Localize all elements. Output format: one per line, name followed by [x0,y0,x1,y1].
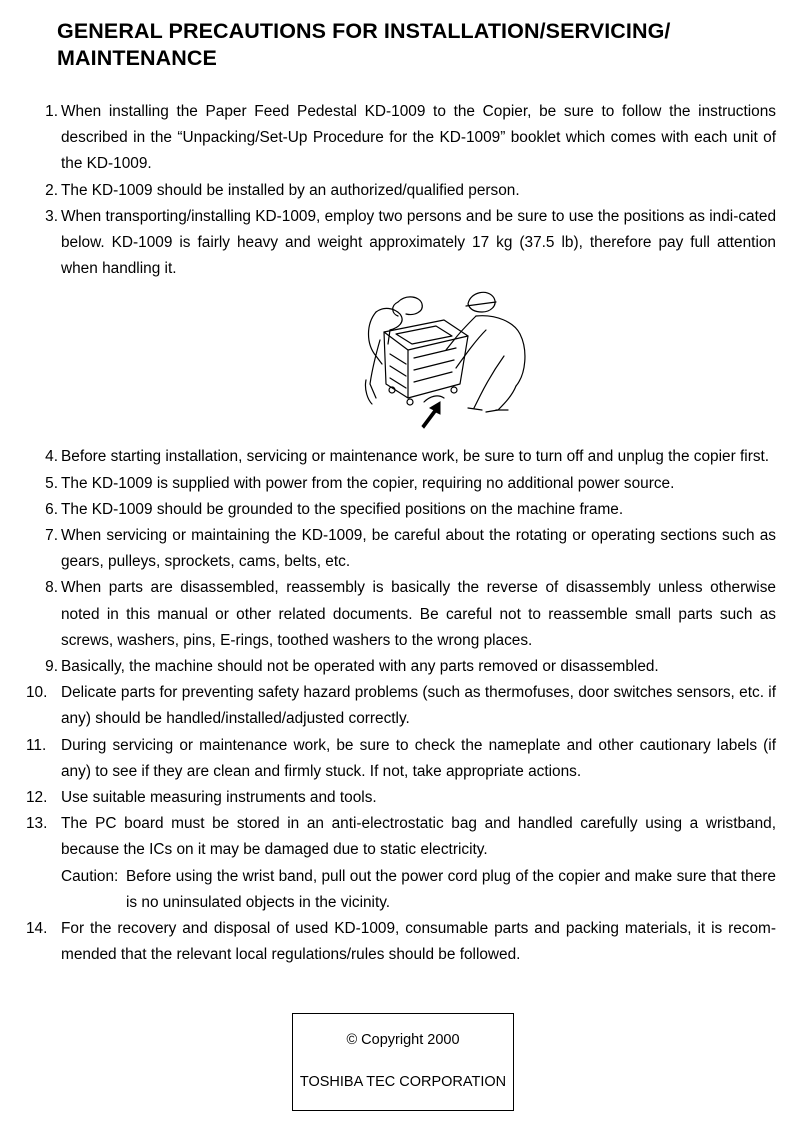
list-item [26,444,776,470]
item-number: 9. [45,658,58,676]
item-number: 6. [45,500,58,518]
item-number: 14. [26,920,48,938]
item-text: The PC board must be stored in an anti-electrostatic bag and handled carefully using a wristband, because the ICs on it may be damaged due to static electricity. [61,815,776,859]
item-number: 3. [45,207,58,225]
item-text: When parts are disassembled, reassembly is basically the reverse of disassembly unless otherwise noted in this manual or other related documents. Be careful not to reassemble small parts such as screws, washers, pins, E-rings, toothed washers to the wrong places. [61,579,776,649]
list-item [26,471,776,497]
copyright-notice: © Copyright 2000 [346,1032,460,1048]
list-item [26,99,776,178]
item-text: Before starting installation, servicing or maintenance work, be sure to turn off and unplug the copier first. [61,448,770,466]
item-number: 11. [26,736,47,754]
company-name: TOSHIBA TEC CORPORATION [299,1074,507,1090]
item-number: 2. [45,181,58,199]
item-text: The KD-1009 should be grounded to the specified positions on the machine frame. [61,500,624,518]
list-item [26,575,776,654]
item-text: The KD-1009 is supplied with power from the copier, requiring no additional power source. [61,474,675,492]
page-title-line-2: MAINTENANCE [57,46,217,70]
item-number: 5. [45,474,58,492]
item-text: When servicing or maintaining the KD-1009, be careful about the rotating or operating sections such as gears, pulleys, sprockets, cams, belts, etc. [61,527,776,571]
lifting-illustration-icon [336,284,546,434]
item-text: Use suitable measuring instruments and tools. [61,789,377,807]
precautions-list [26,99,776,968]
item-number: 8. [45,579,58,597]
list-item [26,916,776,968]
list-item [26,178,776,204]
caution-label: Caution: [61,867,119,885]
item-text: Basically, the machine should not be operated with any parts removed or disassembled. [61,658,659,676]
list-item [26,811,776,916]
caution-text: Before using the wrist band, pull out the power cord plug of the copier and make sure that there is no uninsulated objects in the vicinity. [126,867,776,911]
item-number: 12. [26,789,48,807]
item-text: Delicate parts for preventing safety hazard problems (such as thermofuses, door switches sensors, etc. if any) should be handled/installed/adjusted correctly. [61,684,776,728]
item-number: 4. [45,448,58,466]
item-number: 10. [26,684,48,702]
item-text: When installing the Paper Feed Pedestal KD-1009 to the Copier, be sure to follow the instructions described in the “Unpacking/Set-Up Procedure for the KD-1009” booklet which comes with each unit of the KD-1009. [61,103,776,173]
item-text: For the recovery and disposal of used KD-1009, consumable parts and packing materials, it is recom-mended that the relevant local regulations/rules should be followed. [61,920,776,964]
caution-note [61,864,776,916]
list-item [26,733,776,785]
item-number: 1. [45,103,58,120]
item-number: 7. [45,527,58,545]
list-item [26,680,776,732]
item-text: When transporting/installing KD-1009, employ two persons and be sure to use the positions as indi-cated below. KD-1009 is fairly heavy and weight approximately 17 kg (37.5 lb), therefore pay full attention when handling it. [61,207,776,278]
list-item [26,654,776,680]
list-item [26,785,776,811]
item-text: During servicing or maintenance work, be sure to check the nameplate and other cautionary labels (if any) to see if they are clean and firmly stuck. If not, take appropriate actions. [61,736,776,780]
list-item [26,204,776,435]
page-title [57,18,777,72]
list-item [26,523,776,575]
item-number: 13. [26,815,48,833]
page-title-line-1: GENERAL PRECAUTIONS FOR INSTALLATION/SERVICING/ [57,19,671,43]
copyright-box [292,1013,514,1111]
list-item [26,497,776,523]
item-text: The KD-1009 should be installed by an authorized/qualified person. [61,181,520,199]
